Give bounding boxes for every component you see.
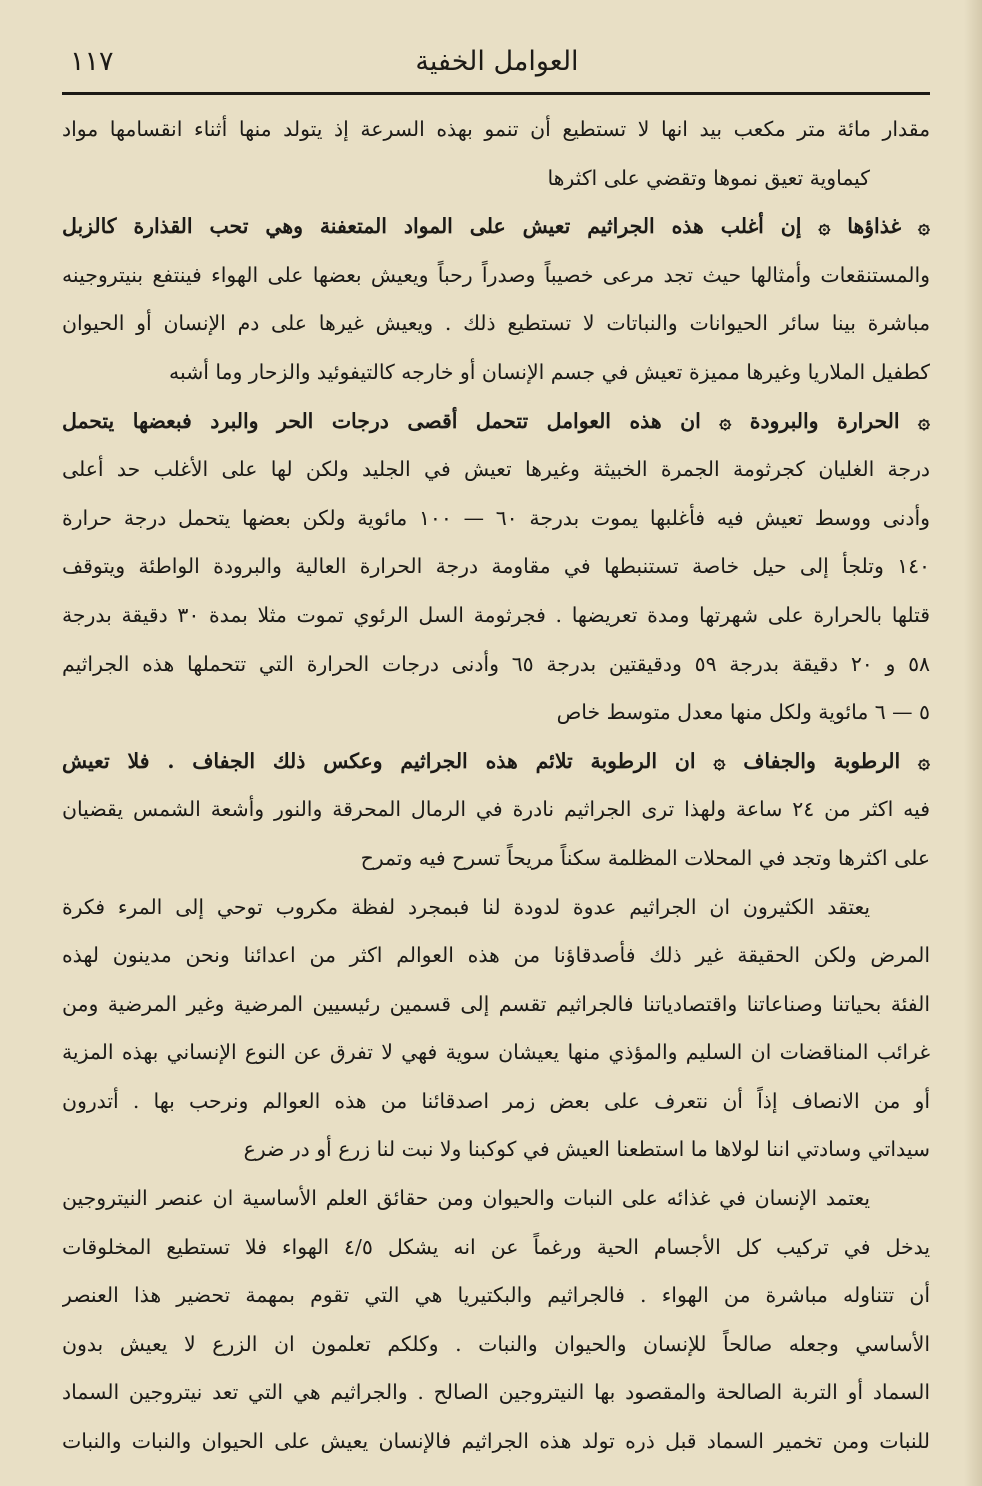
text-line: قتلها بالحرارة على شهرتها ومدة تعريضها . فجرثومة السل الرئوي تموت مثلا بمدة ٣٠ دقيقة بدرجة (62, 602, 930, 627)
text-line: ۞ غذاؤها ۞ إن أغلب هذه الجراثيم تعيش على المواد المتعفنة وهي تحب القذارة كالزبل (62, 214, 930, 239)
text-line: ۞ الحرارة والبرودة ۞ ان هذه العوامل تتحمل أقصى درجات الحر والبرد فبعضها يتحمل (62, 408, 930, 433)
text-line: درجة الغليان كجرثومة الجمرة الخبيثة وغيرها تعيش في الجليد ولكن لها على الأغلب حد أعلى (62, 457, 930, 482)
text-line: وأدنى ووسط تعيش فيه فأغلبها يموت بدرجة ٦٠ — ١٠٠ مائوية ولكن بعضها يتحمل درجة حرارة (62, 505, 930, 530)
text-line: والمستنقعات وأمثالها حيث تجد مرعى خصيباً وصدراً رحباً ويعيش بعضها على الهواء فينتفع بنيتروجينه (62, 262, 930, 287)
text-line: غرائب المناقضات ان السليم والمؤذي منها يعيشان سوية فهي لا تفرق عن النوع الإنساني بهذه المزية (62, 1040, 930, 1065)
text-line: الفئة بحياتنا وصناعاتنا واقتصادياتنا فالجراثيم تقسم إلى قسمين رئيسيين المرضية وغير المرضية ومن (62, 991, 930, 1016)
text-line: يعتمد الإنسان في غذائه على النبات والحيوان ومن حقائق العلم الأساسية ان عنصر النيتروجين (62, 1186, 870, 1211)
page-header (62, 42, 932, 90)
running-title: العوامل الخفية (415, 46, 579, 77)
text-line: ٥ — ٦ مائوية ولكل منها معدل متوسط خاص (556, 700, 930, 725)
text-line: للنبات ومن تخمير السماد قبل ذره تولد هذه الجراثيم فالإنسان يعيش على الحيوان والنبات والنبات (62, 1429, 930, 1454)
text-line: السماد أو التربة الصالحة والمقصود بها النيتروجين الصالح . والجراثيم هي التي تعد نيتروجين السماد (62, 1380, 930, 1405)
text-line: سيداتي وسادتي اننا لولاها ما استطعنا العيش في كوكبنا ولا نبت لنا زرع أو در ضرع (243, 1137, 930, 1162)
text-line: الأساسي وجعله صالحاً للإنسان والحيوان والنبات . وكلكم تعلمون ان الزرع لا يعيش بدون (62, 1331, 930, 1356)
page-body (62, 105, 930, 1466)
text-line: أو من الانصاف إذاً أن نتعرف على بعض زمر اصدقائنا من هذه العوالم ونرحب بها . أتدرون (62, 1088, 930, 1113)
text-line: مقدار مائة متر مكعب بيد انها لا تستطيع أن تنمو بهذه السرعة إذ يتولد منها أثناء انقسامها مواد (62, 117, 930, 141)
page-number: ١١٧ (70, 46, 114, 77)
text-line: المرض ولكن الحقيقة غير ذلك فأصدقاؤنا من هذه العوالم اكثر من اعدائنا ونحن مدينون لهذه (62, 943, 930, 968)
text-line: كيماوية تعيق نموها وتقضي على اكثرها (547, 165, 870, 190)
text-line: مباشرة بينا سائر الحيوانات والنباتات لا تستطيع ذلك . ويعيش غيرها على دم الإنسان أو الحيوان (62, 311, 930, 336)
text-line: أن تتناوله مباشرة من الهواء . فالجراثيم والبكتيريا هي التي تقوم بمهمة تحضير هذا العنصر (62, 1283, 930, 1308)
text-line: فيه اكثر من ٢٤ ساعة ولهذا ترى الجراثيم نادرة في الرمال المحرقة والنور وأشعة الشمس يقضيان (62, 797, 930, 822)
text-line: يعتقد الكثيرون ان الجراثيم عدوة لدودة لنا فبمجرد لفظة مكروب توحي إلى المرء فكرة (62, 894, 870, 919)
header-rule (62, 92, 930, 95)
text-line: ٥٨ و ٢٠ دقيقة بدرجة ٥٩ ودقيقتين بدرجة ٦٥ وأدنى درجات الحرارة التي تتحملها هذه الجراثيم (62, 651, 930, 676)
text-line: يدخل في تركيب كل الأجسام الحية ورغماً عن انه يشكل ٤/٥ الهواء فلا تستطيع المخلوقات (62, 1234, 930, 1259)
text-line: كطفيل الملاريا وغيرها مميزة تعيش في جسم الإنسان أو خارجه كالتيفوئيد والزحار وما أشبه (169, 359, 930, 384)
page-edge-shadow (964, 0, 982, 1486)
text-line: ١٤٠ وتلجأ إلى حيل خاصة تستنبطها في مقاومة درجة الحرارة العالية والبرودة الواطئة ويتوقف (62, 554, 930, 579)
text-line: على اكثرها وتجد في المحلات المظلمة سكناً مريحاً تسرح فيه وتمرح (360, 845, 930, 870)
text-line: ۞ الرطوبة والجفاف ۞ ان الرطوبة تلائم هذه الجراثيم وعكس ذلك الجفاف . فلا تعيش (62, 748, 930, 773)
